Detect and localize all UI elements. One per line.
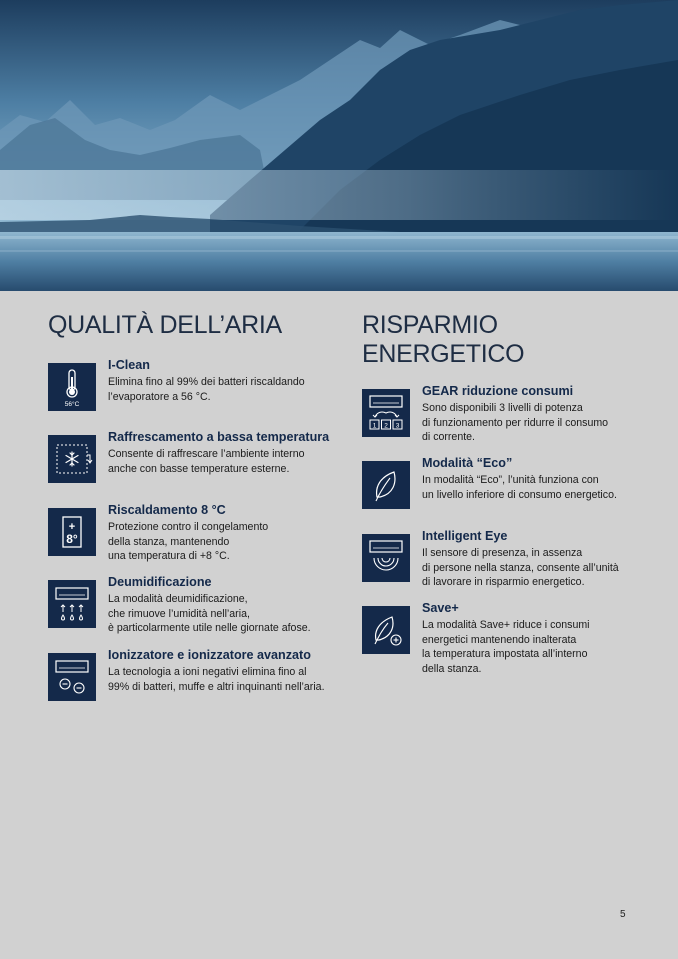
plus-8-degree-icon xyxy=(48,508,96,556)
page-number: 5 xyxy=(620,909,626,920)
intelligent-eye-icon xyxy=(362,534,410,582)
leaf-plus-icon xyxy=(362,606,410,654)
feature-description: La tecnologia a ioni negativi elimina fino al 99% di batteri, muffe e altri inquinanti nell’aria. xyxy=(108,666,325,693)
feature-title: Save+ xyxy=(422,601,459,615)
feature-title: GEAR riduzione consumi xyxy=(422,384,574,398)
feature-description: Protezione contro il congelamento della stanza, mantenendo una temperatura di +8 °C. xyxy=(108,521,269,562)
gear-levels-icon xyxy=(362,389,410,437)
plus-sign-label: + xyxy=(68,521,76,533)
hero-mountain-lake-image xyxy=(0,0,678,291)
gear-level-3-label: 3 xyxy=(395,422,400,430)
feature-title: Raffrescamento a bassa temperatura xyxy=(108,430,330,444)
feature-title: Intelligent Eye xyxy=(422,529,508,543)
gear-level-1-label: 1 xyxy=(372,422,377,430)
feature-description: Consente di raffrescare l’ambiente interno anche con basse temperature esterne. xyxy=(108,448,305,475)
section-title-air-quality: QUALITÀ DELL’ARIA xyxy=(48,311,282,339)
feature-title: I-Clean xyxy=(108,358,150,372)
snowflake-icon xyxy=(48,435,96,483)
feature-description: Elimina fino al 99% dei batteri riscaldando l’evaporatore a 56 °C. xyxy=(108,376,305,403)
feature-title: Ionizzatore e ionizzatore avanzato xyxy=(108,648,311,662)
feature-title: Riscaldamento 8 °C xyxy=(108,503,226,517)
ionizer-icon xyxy=(48,653,96,701)
feature-description: Sono disponibili 3 livelli di potenza di funzionamento per ridurre il consumo di corrente. xyxy=(422,402,609,443)
eight-degree-label: 8° xyxy=(66,532,78,546)
feature-description: In modalità “Eco”, l’unità funziona con un livello inferiore di consumo energetico. xyxy=(422,474,617,501)
feature-description: Il sensore di presenza, in assenza di persone nella stanza, consente all’unità di lavorare in risparmio energetico. xyxy=(422,547,619,588)
feature-title: Deumidificazione xyxy=(108,575,212,589)
feature-description: La modalità deumidificazione, che rimuove l’umidità nell’aria, è particolarmente utile nelle giornate afose. xyxy=(108,593,311,634)
section-title-energy-saving: RISPARMIO ENERGETICO xyxy=(362,311,525,368)
gear-level-2-label: 2 xyxy=(384,422,388,430)
feature-description: La modalità Save+ riduce i consumi energetici mantenendo inalterata la temperatura impostata all’interno della stanza. xyxy=(422,619,590,675)
thermometer-temp-label: 56°C xyxy=(64,401,80,408)
dehumidify-icon xyxy=(48,580,96,628)
thermometer-icon xyxy=(48,363,96,411)
feature-title: Modalità “Eco” xyxy=(422,456,513,470)
leaf-icon xyxy=(362,461,410,509)
